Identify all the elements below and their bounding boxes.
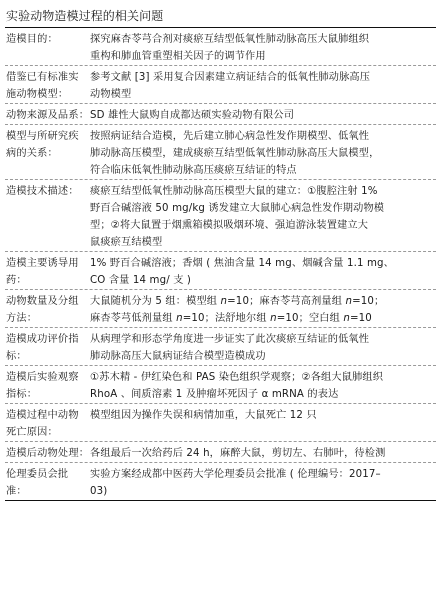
row-label-line: 动物数量及分组 — [6, 296, 79, 307]
row-label — [5, 290, 90, 327]
italic-variable: n — [345, 296, 353, 307]
row-label-line: 动物来源及品系： — [6, 110, 90, 121]
row-label-line: 药： — [6, 275, 27, 286]
row-content-line: SD 雄性大鼠购自成都达硕实验动物有限公司 — [90, 110, 295, 121]
row-content — [90, 463, 436, 500]
row-label — [5, 404, 90, 441]
row-label — [5, 28, 90, 65]
document — [5, 0, 436, 501]
row-content-line: 野百合碱溶液 50 mg/kg 诱发建立大鼠肺心病急性发作期动物模 — [90, 203, 385, 214]
row-disease-relation — [5, 125, 436, 180]
row-label-line: 施动物模型： — [6, 89, 69, 100]
row-content — [90, 328, 436, 365]
row-label — [5, 328, 90, 365]
row-content — [90, 366, 436, 403]
row-technique — [5, 180, 436, 252]
row-post-treatment — [5, 442, 436, 463]
row-purpose — [5, 28, 436, 66]
row-content — [90, 104, 436, 124]
row-content — [90, 28, 436, 65]
row-label — [5, 463, 90, 500]
row-label — [5, 104, 90, 124]
row-content-line: 按照病证结合造模，先后建立肺心病急性发作期模型、低氧性 — [90, 131, 370, 142]
row-label-line: 死亡原因： — [6, 427, 58, 438]
row-observation-indicators — [5, 366, 436, 404]
row-success-criteria — [5, 328, 436, 366]
row-content — [90, 442, 436, 462]
row-content-line: 肺动脉高压模型，建成痰瘀互结型低氧性肺动脉高压大鼠模型， — [90, 148, 380, 159]
text-segment: =10；法舒地尔组 — [182, 313, 271, 324]
text-segment: 大鼠随机分为 5 组：模型组 — [90, 296, 221, 307]
row-label — [5, 442, 90, 462]
row-content-line: RhoA 、间质溶素 1 及肿瘤坏死因子 α mRNA 的表达 — [90, 389, 339, 400]
row-content — [90, 66, 436, 103]
row-label-line: 造模后实验观察 — [6, 372, 79, 383]
row-content-line: 符合临床低氧性肺动脉高压痰瘀互结证的特点 — [90, 165, 297, 176]
row-label-line: 标： — [6, 351, 27, 362]
row-grouping — [5, 290, 436, 328]
row-label-line: 造模成功评价指 — [6, 334, 79, 345]
table-title: 实验动物造模过程的相关问题 — [6, 9, 164, 23]
text-segment: =10； — [352, 296, 385, 307]
row-content-line: 型；②将大鼠置于烟熏箱模拟吸烟环境、强迫游泳装置建立大 — [90, 220, 369, 231]
text-segment: 麻杏苓芎低剂量组 — [90, 313, 177, 324]
row-label — [5, 366, 90, 403]
table-body — [5, 28, 436, 500]
italic-variable: n — [270, 313, 277, 324]
row-content-line: 探究麻杏苓芎合剂对痰瘀互结型低氧性肺动脉高压大鼠肺组织 — [90, 34, 370, 45]
row-content-line: 实验方案经成都中医药大学伦理委员会批准 ( 伦理编号：2017– — [90, 469, 381, 480]
row-death-causes — [5, 404, 436, 442]
row-label — [5, 66, 90, 103]
row-animal-source — [5, 104, 436, 125]
row-label-line: 造模目的： — [6, 34, 58, 45]
text-segment: =10；麻杏苓芎高剂量组 — [227, 296, 346, 307]
row-label-line: 准： — [6, 486, 27, 497]
row-content — [90, 404, 436, 441]
row-label — [5, 125, 90, 179]
row-label — [5, 180, 90, 251]
row-content-line: 各组最后一次给药后 24 h，麻醉大鼠，剪切左、右肺叶，待检测 — [90, 448, 386, 459]
row-label-line: 指标： — [6, 389, 38, 400]
row-content-line: 痰瘀互结型低氧性肺动脉高压模型大鼠的建立：①腹腔注射 1% — [90, 186, 378, 197]
row-content-line: 参考文献 [3] 采用复合因素建立病证结合的低氧性肺动脉高压 — [90, 72, 371, 83]
table-bottom-rule — [5, 500, 436, 501]
row-ethics — [5, 463, 436, 500]
row-reference-model — [5, 66, 436, 104]
row-content-line: ①苏木精 - 伊红染色和 PAS 染色组织学观察；②各组大鼠肺组织 — [90, 372, 384, 383]
row-label-line: 造模主要诱导用 — [6, 258, 79, 269]
row-label-line: 模型与所研究疾 — [6, 131, 79, 142]
row-content-line: 1% 野百合碱溶液；香烟 ( 焦油含量 14 mg、烟碱含量 1.1 mg、 — [90, 258, 395, 269]
row-content-line: 从病理学和形态学角度进一步证实了此次痰瘀互结证的低氧性 — [90, 334, 370, 345]
text-segment: =10 — [349, 313, 372, 324]
row-inducing-drugs — [5, 252, 436, 290]
row-label-line: 病的关系： — [6, 148, 58, 159]
row-label-line: 方法： — [6, 313, 38, 324]
row-content-line: 鼠痰瘀互结模型 — [90, 237, 163, 248]
row-content — [90, 125, 436, 179]
row-content-line: 重构和肺血管重塑相关因子的调节作用 — [90, 51, 266, 62]
row-content — [90, 180, 436, 251]
row-label-line: 造模后动物处理： — [6, 448, 90, 459]
row-content — [90, 290, 436, 327]
row-content-line: 肺动脉高压大鼠病证结合模型造模成功 — [90, 351, 266, 362]
italic-variable: n — [343, 313, 350, 324]
row-content-line: 模型组因为操作失误和病情加重，大鼠死亡 12 只 — [90, 410, 317, 421]
row-content-line — [90, 310, 434, 327]
row-content-line: 03) — [90, 486, 108, 497]
row-content-line: CO 含量 14 mg/ 支 ) — [90, 275, 192, 286]
row-label-line: 伦理委员会批 — [6, 469, 69, 480]
text-segment: =10；空白组 — [276, 313, 344, 324]
italic-variable: n — [176, 313, 183, 324]
row-content — [90, 252, 436, 289]
row-label-line: 借鉴已有标准实 — [6, 72, 79, 83]
row-label-line: 造模过程中动物 — [6, 410, 79, 421]
row-label-line: 造模技术描述： — [6, 186, 79, 197]
row-label — [5, 252, 90, 289]
italic-variable: n — [220, 296, 228, 307]
row-content-line — [90, 293, 434, 310]
row-content-line: 动物模型 — [90, 89, 132, 100]
